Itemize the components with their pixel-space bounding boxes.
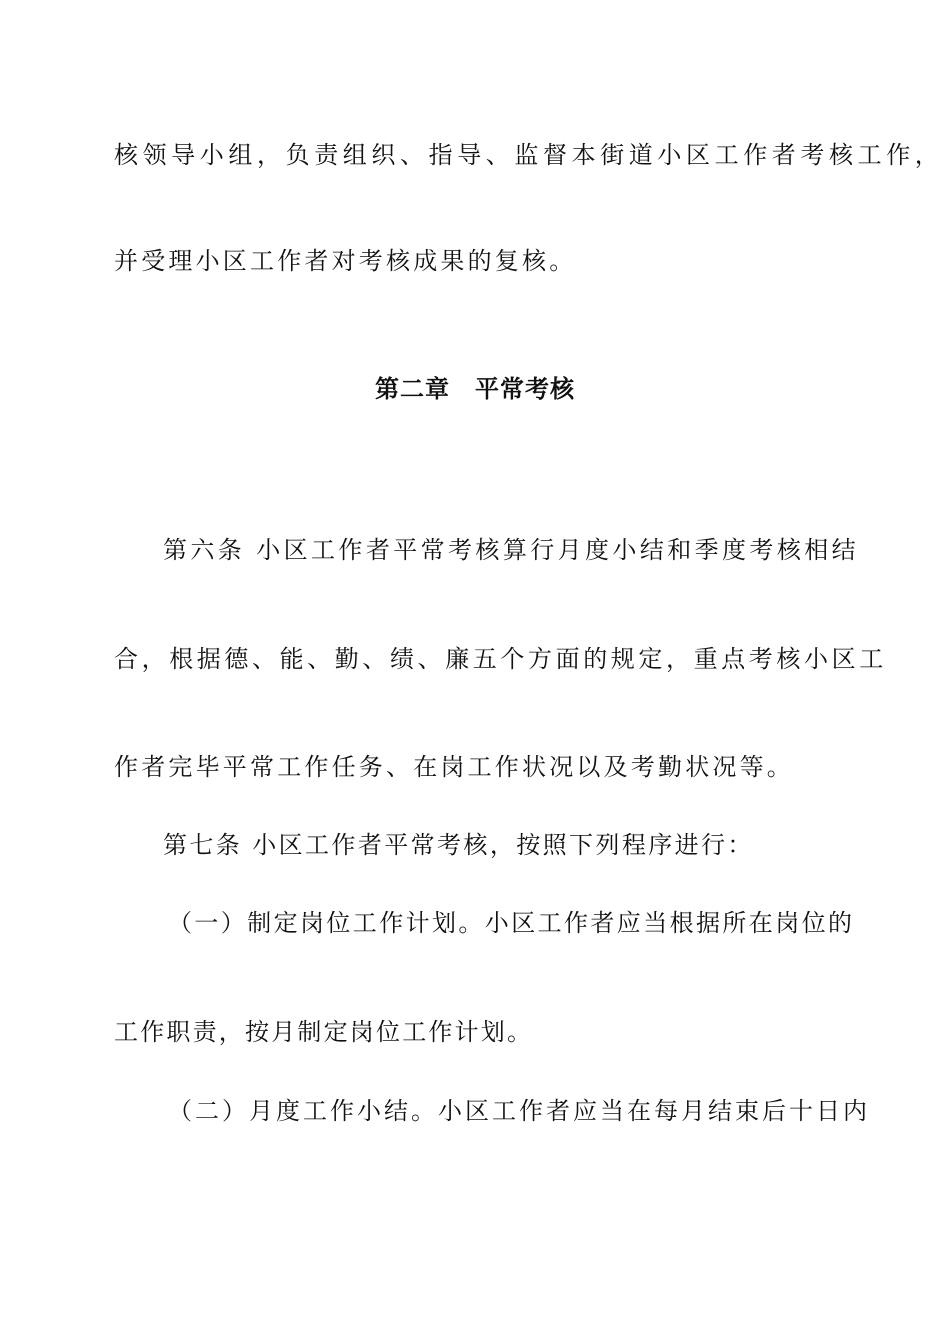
chapter-heading: 第二章 平常考核 xyxy=(375,375,575,403)
list-item-line: 工作职责，按月制定岗位工作计划。 xyxy=(114,1018,534,1046)
paragraph-line: 核领导小组，负责组织、指导、监督本街道小区工作者考核工作， xyxy=(114,141,944,169)
article-line: 合，根据德、能、勤、绩、廉五个方面的规定，重点考核小区工 xyxy=(114,645,887,673)
list-item-line: （二）月度工作小结。小区工作者应当在每月结束后十日内 xyxy=(168,1097,870,1125)
paragraph-line: 并受理小区工作者对考核成果的复核。 xyxy=(114,247,577,275)
article-line: 第七条 小区工作者平常考核，按照下列程序进行： xyxy=(163,831,754,859)
article-line: 第六条 小区工作者平常考核算行月度小结和季度考核相结 xyxy=(163,536,860,564)
list-item-line: （一）制定岗位工作计划。小区工作者应当根据所在岗位的 xyxy=(168,909,855,937)
article-line: 作者完毕平常工作任务、在岗工作状况以及考勤状况等。 xyxy=(114,753,794,781)
